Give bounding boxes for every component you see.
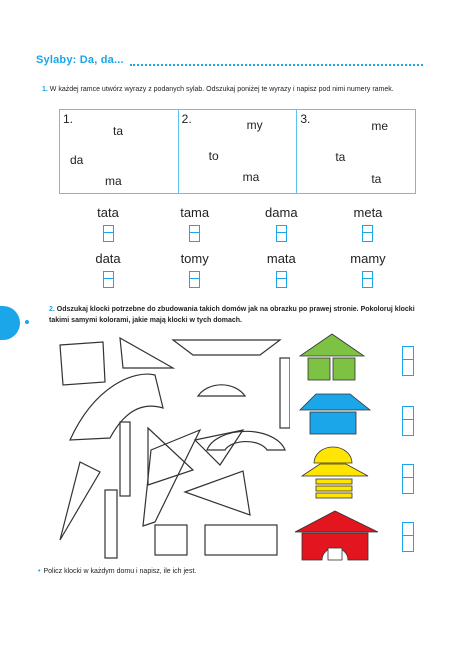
syllable: da [70,153,84,167]
blue-house [300,394,370,434]
frame-3 [297,110,415,193]
triangle-block-outline[interactable] [185,471,250,515]
green-house [300,334,364,380]
word-row-1 [68,205,408,242]
word-item [155,251,235,288]
trapezoid-block-outline[interactable] [173,340,280,355]
word-text: data [95,251,121,266]
section-title: Sylaby: Da, da... [36,54,124,66]
yellow-house [302,447,368,498]
word-item [155,205,235,242]
task1-text: W każdej ramce utwórz wyrazy z podanych sylab. Odszukaj poniżej te wyrazy i napisz pod nimi numery ramek. [49,86,394,93]
word-text: dama [265,205,298,220]
note-text: Policz klocki w każdym domu i napisz, ile ich jest. [43,568,197,575]
syllable: ta [113,124,124,138]
task1-instruction [42,84,420,95]
syllable: ma [242,170,260,184]
house-count-box[interactable] [402,406,414,436]
task2-text: Odszukaj klocki potrzebne do zbudowania takich domów jak na obrazku po prawej stronie. Pokoloruj klocki takimi samymi kolorami, jakie mają klocki w tych domach. [49,306,415,324]
task2-number: 2. [49,306,55,313]
green-block [308,358,330,380]
house-count-box[interactable] [402,346,414,376]
arch-block-outline[interactable] [207,431,285,450]
task2-instruction [49,304,424,326]
task1-number: 1. [42,86,48,93]
word-item [328,205,408,242]
answer-box[interactable] [276,225,287,242]
triangle-block-outline[interactable] [148,428,193,485]
frame-number: 3. [300,112,311,126]
title-dotted-line [130,64,423,66]
syllable-frames [59,109,416,194]
bullet-icon: • [38,568,41,575]
house-count-box[interactable] [402,464,414,494]
pillar-block-outline[interactable] [120,422,130,496]
page-edge-tab [0,306,20,340]
word-text: tomy [180,251,209,266]
word-text: mata [266,251,296,266]
word-item [241,205,321,242]
word-item [328,251,408,288]
frame-number: 1. [63,112,74,126]
red-roof [295,511,378,532]
yellow-stripe [316,486,352,491]
syllable: ma [105,174,122,188]
answer-box[interactable] [103,225,114,242]
house-count-box[interactable] [402,522,414,552]
pillar-block-outline[interactable] [105,490,117,558]
triangle-block-outline[interactable] [195,430,243,465]
answer-box[interactable] [362,271,373,288]
answer-box[interactable] [189,225,200,242]
syllable: my [246,118,263,132]
frame-number: 2. [181,112,192,126]
word-item [68,205,148,242]
triangle-block-outline[interactable] [143,430,200,526]
word-row-2 [68,251,408,288]
green-roof [300,334,364,356]
answer-box[interactable] [276,271,287,288]
answer-box[interactable] [362,225,373,242]
triangle-block-outline[interactable] [120,338,173,368]
syllable: ta [371,172,382,186]
red-door [328,548,342,560]
green-block [333,358,355,380]
word-item [241,251,321,288]
footer-note [38,568,196,575]
yellow-trapezoid [302,464,368,476]
frame-2 [179,110,298,193]
yellow-stripe [316,479,352,484]
square-block-outline[interactable] [60,342,105,385]
answer-box[interactable] [189,271,200,288]
blue-roof [300,394,370,410]
word-text: tama [180,205,210,220]
yellow-stripe [316,493,352,498]
frame-1 [60,110,179,193]
red-house [295,511,378,560]
square-block-outline[interactable] [155,525,187,555]
word-text: mamy [350,251,386,266]
word-text: meta [353,205,383,220]
word-item [68,251,148,288]
page-edge-dot [25,320,29,324]
block-outlines [55,330,290,560]
blue-block [310,412,356,434]
triangle-block-outline[interactable] [60,462,100,540]
half-circle-block-outline[interactable] [198,385,245,396]
syllable: to [208,149,219,163]
syllable: ta [335,150,346,164]
house-models [290,328,400,563]
answer-box[interactable] [103,271,114,288]
pillar-block-outline[interactable] [280,358,290,428]
yellow-dome [314,447,352,463]
rectangle-block-outline[interactable] [205,525,277,555]
syllable: me [371,119,389,133]
word-text: tata [97,205,119,220]
